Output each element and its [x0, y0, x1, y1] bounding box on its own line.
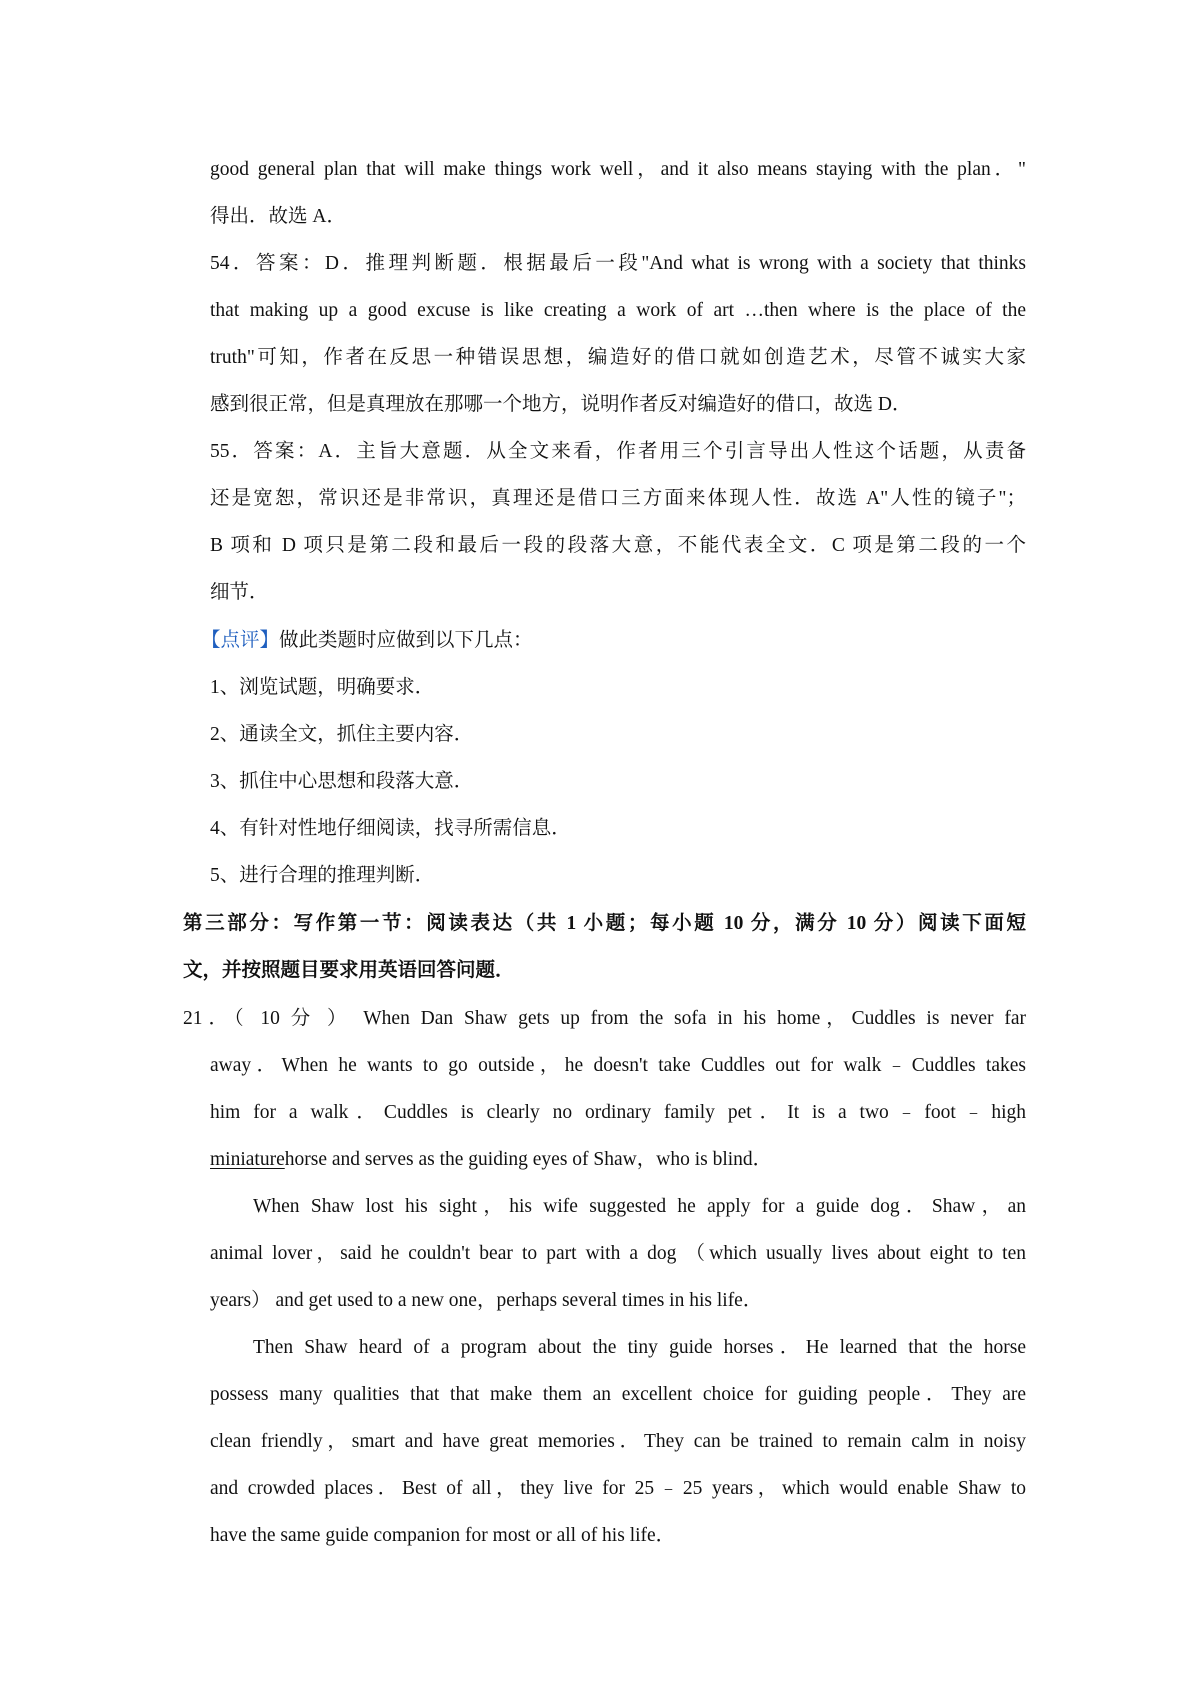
- answer-54-line-2: that making up a good excuse is like creating a work of art …then where is the place of the: [210, 300, 1026, 321]
- question-21-line-4: [210, 1147, 772, 1173]
- paragraph-3-line-5: have the same guide companion for most or all of his life．: [210, 1525, 676, 1546]
- answer-55-line-1: 55．答案：A．主旨大意题．从全文来看，作者用三个引言导出人性这个话题，从责备: [210, 441, 1026, 462]
- comment-item: 4、有针对性地仔细阅读，找寻所需信息．: [210, 818, 571, 839]
- answer-54-line-1: 54．答案：D．推理判断题．根据最后一段"And what is wrong with a society that thinks: [210, 253, 1026, 274]
- answer-55-line-4: 细节．: [210, 582, 269, 603]
- comment-item: 2、通读全文，抓住主要内容．: [210, 724, 474, 745]
- comment-tag: 【点评】: [201, 630, 280, 651]
- question-21-line-1: 21．（ 10 分 ） When Dan Shaw gets up from the sofa in his home，Cuddles is never far: [183, 1008, 1026, 1029]
- paragraph-2-line-2: animal lover，said he couldn't bear to part with a dog （which usually lives about eight to ten: [210, 1243, 1026, 1264]
- answer-54-line-3: truth"可知，作者在反思一种错误思想，编造好的借口就如创造艺术，尽管不诚实大家: [210, 347, 1026, 368]
- answer-54-line-4: 感到很正常，但是真理放在那哪一个地方，说明作者反对编造好的借口，故选 D．: [210, 394, 912, 415]
- paragraph-3-line-4: and crowded places．Best of all，they live for 25﹣25 years，which would enable Shaw to: [210, 1478, 1026, 1499]
- answer-53-line-1: good general plan that will make things work well，and it also means staying with the plan．": [210, 159, 1026, 180]
- question-21-line-2: away．When he wants to go outside，he doesn't take Cuddles out for walk﹣Cuddles takes: [210, 1055, 1026, 1076]
- answer-53-line-2: 得出．故选 A．: [210, 206, 346, 227]
- answer-55-line-3: B 项和 D 项只是第二段和最后一段的段落大意，不能代表全文．C 项是第二段的一个: [210, 535, 1026, 556]
- comment-item: 3、抓住中心思想和段落大意．: [210, 771, 474, 792]
- paragraph-2-line-3: years） and get used to a new one，perhaps several times in his life．: [210, 1290, 763, 1311]
- question-21-line-3: him for a walk．Cuddles is clearly no ordinary family pet．It is a two﹣foot﹣high: [210, 1102, 1026, 1123]
- underlined-word: miniature: [210, 1149, 285, 1170]
- paragraph-3-line-3: clean friendly，smart and have great memories．They can be trained to remain calm in noisy: [210, 1431, 1026, 1452]
- section-heading-line-1: 第三部分：写作第一节：阅读表达（共 1 小题；每小题 10 分，满分 10 分）阅读下面短: [183, 913, 1026, 934]
- comment-item: 5、进行合理的推理判断．: [210, 865, 435, 886]
- answer-55-line-2: 还是宽恕，常识还是非常识，真理还是借口三方面来体现人性．故选 A"人性的镜子"；: [210, 488, 1026, 509]
- comment-intro: 做此类题时应做到以下几点：: [279, 630, 533, 651]
- section-heading-line-2: 文，并按照题目要求用英语回答问题．: [183, 960, 515, 981]
- paragraph-3-line-2: possess many qualities that that make them an excellent choice for guiding people．They are: [210, 1384, 1026, 1405]
- paragraph-3-line-1: Then Shaw heard of a program about the tiny guide horses．He learned that the horse: [253, 1337, 1026, 1358]
- comment-item: 1、浏览试题，明确要求．: [210, 677, 435, 698]
- question-21-line-4-rest: horse and serves as the guiding eyes of Shaw，who is blind．: [284, 1149, 773, 1170]
- paragraph-2-line-1: When Shaw lost his sight，his wife suggested he apply for a guide dog．Shaw，an: [253, 1196, 1026, 1217]
- comment-line: [201, 628, 533, 654]
